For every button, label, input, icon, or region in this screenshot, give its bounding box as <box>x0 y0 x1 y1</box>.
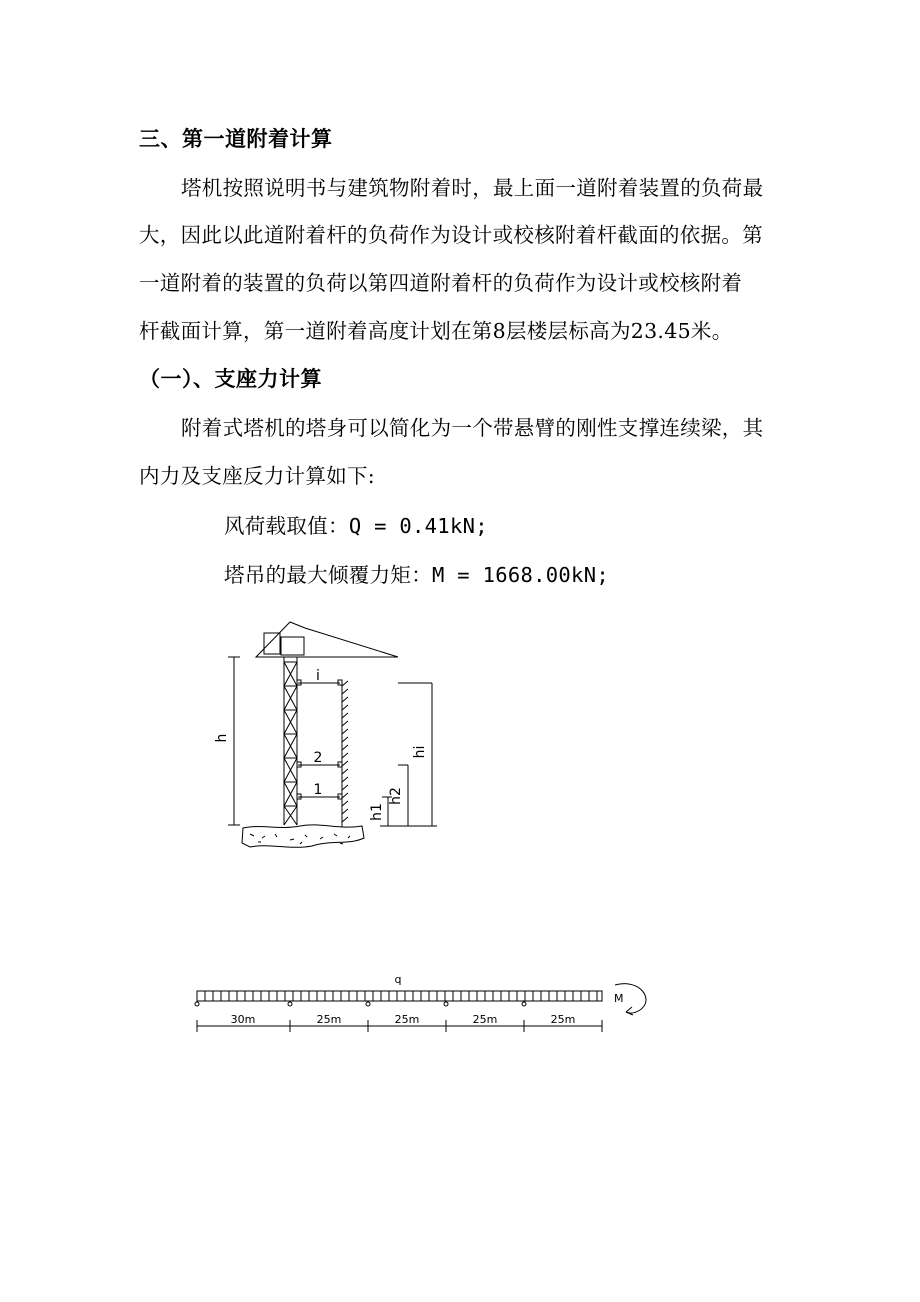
span-label: 25m <box>472 1013 498 1026</box>
paragraph-1-line: 一道附着的装置的负荷以第四道附着杆的负荷作为设计或校核附着 <box>139 271 743 295</box>
label-h2: h2 <box>388 787 404 805</box>
overturn-moment-value: M = 1668.00kN; <box>432 563 609 587</box>
load-label-q: q <box>394 973 402 986</box>
wind-load-label: 风荷载取值： <box>224 514 349 538</box>
span-label: 25m <box>550 1013 576 1026</box>
paragraph-1-line: 杆截面计算，第一道附着高度计划在第8层楼层标高为23.45米。 <box>139 319 733 343</box>
label-hi: hi <box>412 745 428 759</box>
tie-label-i: i <box>316 668 320 684</box>
span-label: 30m <box>230 1013 256 1026</box>
beam-load-ticks <box>205 991 597 1001</box>
section-title: 三、第一道附着计算 <box>139 127 333 151</box>
span-label: 25m <box>394 1013 420 1026</box>
subsection-title: （一）、支座力计算 <box>139 367 322 391</box>
moment-label: M <box>614 992 624 1005</box>
paragraph-1-line: 大，因此以此道附着杆的负荷作为设计或校核附着杆截面的依据。第 <box>139 223 763 247</box>
overturn-moment-label: 塔吊的最大倾覆力矩： <box>224 563 432 587</box>
label-h1: h1 <box>369 803 385 821</box>
paragraph-2-line: 内力及支座反力计算如下: <box>139 464 376 488</box>
paragraph-2-line: 附着式塔机的塔身可以简化为一个带悬臂的刚性支撑连续梁，其 <box>181 416 764 440</box>
tie-label-1: 1 <box>313 782 323 798</box>
paragraph-1-line: 塔机按照说明书与建筑物附着时，最上面一道附着装置的负荷最 <box>181 176 764 200</box>
tie-label-2: 2 <box>313 750 323 766</box>
wind-load-value: Q = 0.41kN; <box>348 514 488 538</box>
label-h: h <box>214 733 230 743</box>
beam-supports <box>195 1002 526 1006</box>
span-label: 25m <box>316 1013 342 1026</box>
